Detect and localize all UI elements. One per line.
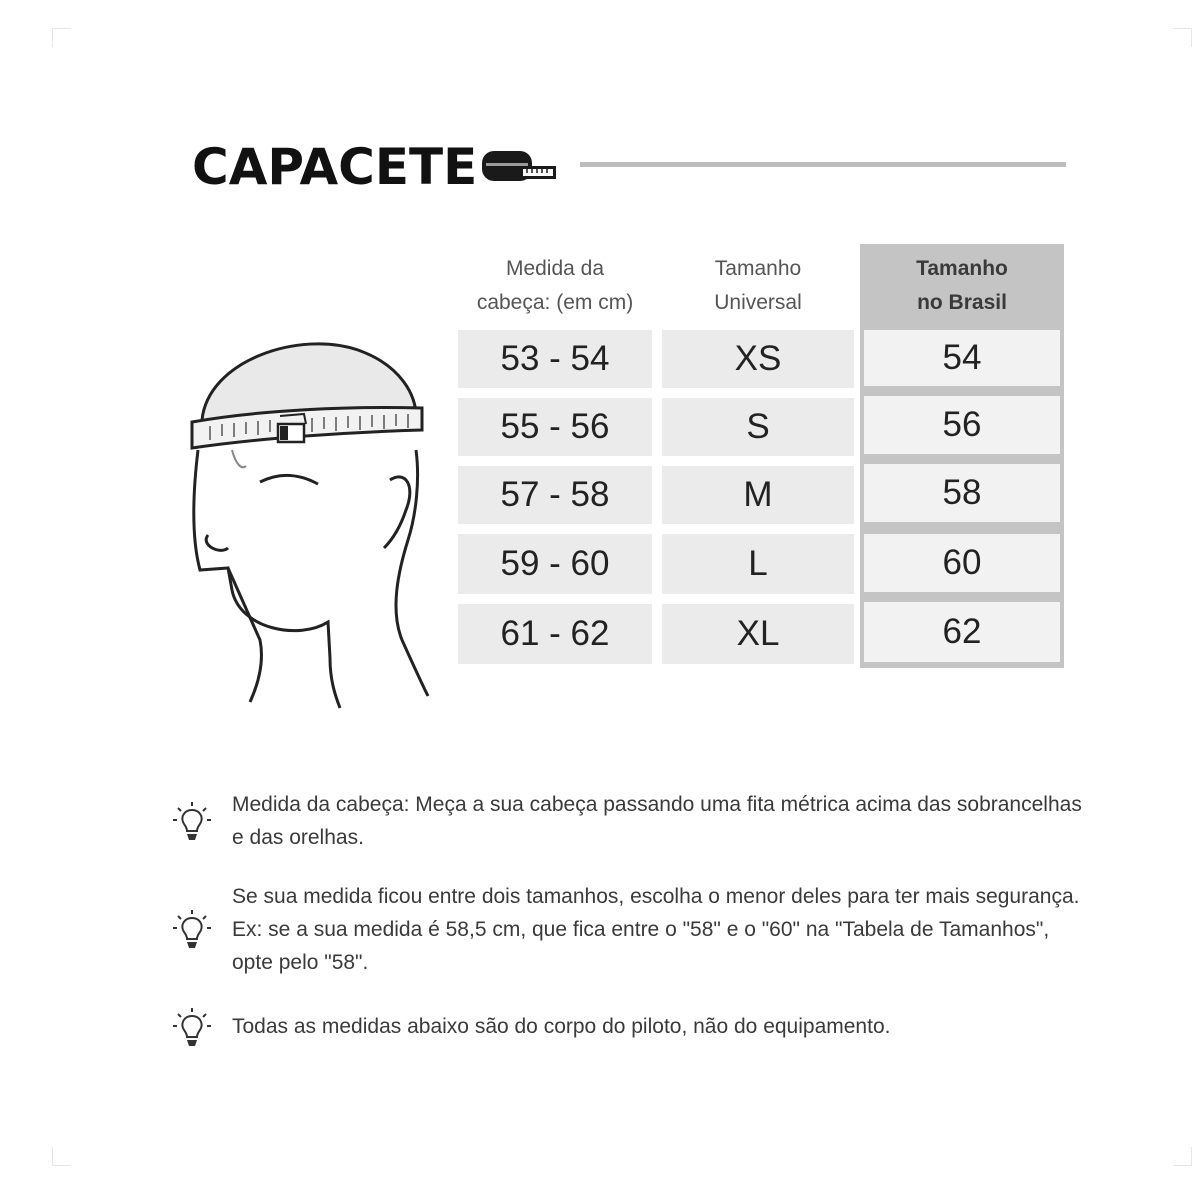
head-measurement-illustration: [180, 340, 430, 710]
measuring-tape-icon: [480, 148, 558, 184]
cell-medida: 61 - 62: [458, 604, 652, 664]
cell-medida: 59 - 60: [458, 534, 652, 594]
cell-universal: XL: [662, 604, 854, 664]
title-divider: [580, 162, 1066, 167]
cell-universal: S: [662, 398, 854, 456]
frame-corner-top-right: [1173, 28, 1192, 47]
cell-medida: 55 - 56: [458, 398, 652, 456]
cell-brasil: 54: [864, 330, 1060, 386]
header-brasil: Tamanho no Brasil: [860, 244, 1064, 328]
cell-universal: XS: [662, 330, 854, 388]
frame-corner-bottom-right: [1173, 1147, 1192, 1166]
cell-brasil: 62: [864, 602, 1060, 662]
tip-text: Medida da cabeça: Meça a sua cabeça passando uma fita métrica acima das sobrancelhas e das orelhas.: [232, 793, 1082, 849]
cell-brasil: 56: [864, 396, 1060, 454]
cell-brasil: 60: [864, 534, 1060, 592]
tip-item: [172, 788, 1092, 858]
size-table: [458, 244, 1064, 668]
page-title: CAPACETE: [192, 138, 478, 196]
cell-medida: 53 - 54: [458, 330, 652, 388]
cell-universal: M: [662, 466, 854, 524]
frame-corner-bottom-left: [52, 1147, 71, 1166]
lightbulb-icon: [172, 908, 212, 952]
tip-item: [172, 880, 1092, 980]
frame-corner-top-left: [52, 28, 71, 47]
header-universal: Tamanho Universal: [714, 257, 802, 314]
cell-brasil: 58: [864, 464, 1060, 522]
cell-medida: 57 - 58: [458, 466, 652, 524]
tip-text: Todas as medidas abaixo são do corpo do piloto, não do equipamento.: [232, 1015, 891, 1038]
tip-text: Se sua medida ficou entre dois tamanhos, escolha o menor deles para ter mais segurança. Ex: se a sua medida é 58,5 cm, que fica entre o "58" e o "60" na "Tabela de Tamanhos", opte pelo "58".: [232, 885, 1080, 974]
lightbulb-icon: [172, 1006, 212, 1050]
header-medida: Medida da cabeça: (em cm): [476, 257, 634, 314]
tip-item: [172, 1010, 1092, 1050]
lightbulb-icon: [172, 800, 212, 844]
cell-universal: L: [662, 534, 854, 594]
